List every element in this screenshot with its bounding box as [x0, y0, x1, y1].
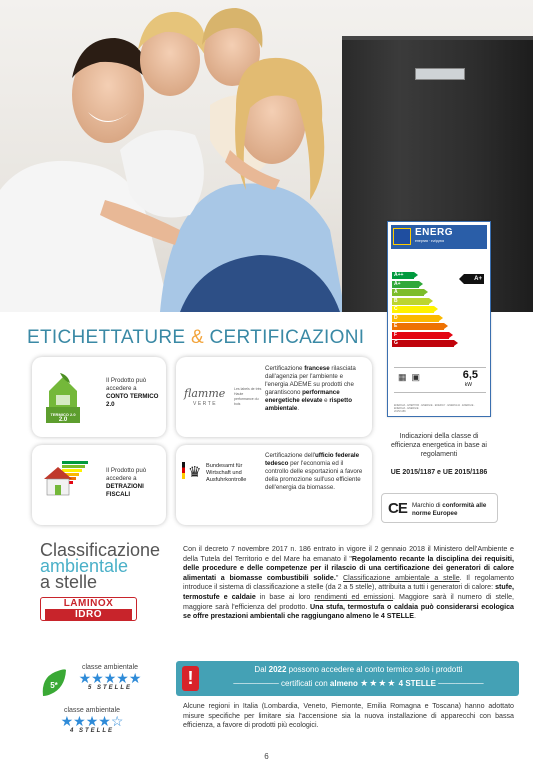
energy-class-letter: G: [394, 340, 398, 346]
leaf-badge-text: 5*: [50, 681, 58, 690]
banner-l2c: 4 STELLE: [398, 679, 436, 688]
energy-class-bar: [392, 315, 439, 322]
four-stars-icon: [50, 714, 134, 728]
title-part2: CERTIFICAZIONI: [203, 327, 365, 348]
card-detrazioni: [32, 445, 166, 525]
p1-e: . Il regolamento introduce il sistema di classificazione a stelle (da 2 a 5 stelle), attribuita a tutti i generatori di calore:: [183, 573, 514, 592]
p1-h: rendimenti ed emissioni: [314, 592, 394, 601]
four-stars-full: ★★★★: [60, 713, 111, 729]
detrazioni-text: [106, 467, 162, 499]
p1-j: Una stufa, termostufa o caldaia può considerarsi ecologica se offre prestazioni ambientali che raggiungano almeno le 4 STELLE: [183, 602, 515, 621]
page-number: 6: [264, 752, 269, 761]
p1-a: Con il decreto 7 novembre 2017 n. 186 entrato in vigore il 2 gennaio 2018 il Ministero dell'Ambiente e della Tutela del Territorio e del Mare ha emanato il ": [183, 545, 514, 563]
cls-line1: Classificazione: [40, 540, 161, 560]
five-star-block: [68, 664, 152, 691]
ce-text-bold: conformità alle norme Europee: [412, 502, 487, 517]
energy-class-bar: [392, 298, 429, 305]
energy-label-caption: Indicazioni della classe di efficienza energetica in base ai regolamenti: [391, 433, 487, 458]
p1-k: .: [414, 612, 416, 621]
banner-l1c: possono accedere al conto termico solo i prodotti: [286, 665, 463, 674]
energy-class-letter: A: [394, 289, 398, 295]
five-star-leaf-icon: [41, 668, 67, 698]
banner-l2b: almeno: [329, 679, 358, 688]
four-star-label: classe ambientale: [63, 707, 121, 714]
warning-icon: !: [182, 666, 199, 691]
energy-class-bar: [392, 272, 414, 279]
energy-class-bar: [392, 289, 424, 296]
heating-icons: ▦▣: [398, 372, 426, 382]
laminox-idro-logo: [40, 597, 137, 621]
p1-d: Classificazione ambientale a stelle: [343, 573, 460, 582]
bund-t2: per l'economia ed il controllo delle esportazioni a favore della promozione sull'uso efficiente dell'energia da biomasse.: [265, 460, 363, 491]
fv-t3b: rispetto ambientale: [265, 397, 353, 412]
five-star-caption: 5 STELLE: [87, 685, 132, 691]
flamme-verte-logo: flamme: [184, 387, 226, 400]
energy-label-regulations: UE 2015/1187 e UE 2015/1186: [390, 469, 488, 476]
five-star-label: classe ambientale: [81, 664, 139, 671]
bund-t1: Certificazione dell': [265, 452, 316, 459]
eu-flag-icon: [393, 228, 411, 245]
flamme-verte-logo-sub: VERTE: [193, 401, 218, 407]
energy-class-bar: [392, 281, 419, 288]
p1-b: Regolamento recante la disciplina dei requisiti, delle procedure e delle competenze per il rilascio di una certificazione dei generatori di calore alimentati a biomasse combustibili solide.: [183, 554, 514, 582]
classificazione-paragraph: [183, 545, 514, 622]
eagle-icon: ♛: [188, 464, 202, 481]
energy-class-letter: F: [394, 331, 398, 338]
ce-text: [412, 502, 496, 518]
banner-l1b: 2022: [268, 665, 287, 674]
energy-label-footer: [394, 404, 486, 413]
energy-label: [387, 221, 491, 417]
conto-termico-text-bold: CONTO TERMICO 2.0: [106, 393, 159, 408]
family-photo: [0, 0, 345, 312]
fv-t2b: performance energetiche elevate: [265, 389, 340, 404]
energy-class-letter: B: [394, 297, 398, 304]
flamme-verte-logo-small: Les labels de très Haute performance du bois: [234, 387, 262, 406]
energy-class-bar: [392, 306, 434, 313]
four-stars-empty: ☆: [110, 713, 124, 729]
power-unit: kW: [464, 382, 472, 388]
fv-t4: .: [297, 405, 300, 412]
conto-termico-text-normal: Il Prodotto può accedere a: [106, 377, 147, 392]
detrazioni-text-bold: DETRAZIONI FISCALI: [106, 483, 144, 498]
ce-logo: CE: [388, 500, 407, 517]
card-conto-termico: [32, 357, 166, 437]
regioni-paragraph: Alcune regioni in Italia (Lombardia, Veneto, Piemonte, Emilia Romagna e Toscana) hanno adottato misure specifiche per limitare sia l'accensione sia la nuova installazione di apparecchi con bassa efficienza, a favore di prodotti più ecologici.: [183, 702, 514, 730]
energy-class-letter: C: [394, 306, 398, 312]
energy-class-bars: [392, 272, 454, 349]
banner-l1a: Dal: [254, 665, 269, 674]
bund-text: [265, 452, 367, 492]
fv-t2: rilasciata dall'agenzia per l'ambiente e l'energia ADEME su prodotti che garantiscono: [265, 365, 356, 396]
card-flamme-verte: [176, 357, 372, 437]
four-star-block: [50, 707, 134, 734]
idro-text: IDRO: [45, 609, 132, 620]
fv-t1: Certificazione: [265, 365, 305, 372]
energy-label-header: [391, 225, 487, 249]
p1-f: stufe, termostufe e caldaie: [183, 583, 514, 601]
energy-rating-arrow: A+: [464, 274, 484, 284]
fv-t1b: francese: [304, 365, 330, 372]
flamme-verte-text: [265, 365, 367, 413]
banner-l2a: certificati con: [280, 679, 330, 688]
power-box: [394, 367, 486, 393]
ce-mark-box: [381, 493, 498, 523]
energy-house-icon: [42, 455, 94, 497]
bund-t1b: ufficio federale tedesco: [265, 452, 360, 467]
conto-termico-text: [106, 377, 162, 409]
energy-footer-text: ENERGIA · ЕНЕРГИЯ · ENERGIE · ENERGY · ENERGIJA · ENERGIE · ENERGIA · ENERGIE: [394, 404, 475, 410]
title-part1: ETICHETTATURE: [27, 327, 191, 348]
stove-control-panel: [415, 68, 465, 80]
energ-text: ENERG: [415, 227, 454, 238]
energy-class-letter: A++: [394, 272, 404, 278]
energy-class-bar: [392, 332, 449, 339]
energ-sub: енергия · ενέργεια: [415, 239, 444, 243]
five-stars-icon: ★★★★★: [78, 670, 142, 686]
bund-logo-text: Bundesamt für Wirtschaft und Ausfuhrkontrolle: [206, 463, 247, 483]
cls-line2: ambientale: [40, 556, 129, 576]
classificazione-title: [40, 542, 160, 590]
title-ampersand: &: [190, 327, 204, 348]
cls-line3: a stelle: [40, 572, 98, 592]
power-value: 6,5: [462, 369, 478, 381]
conto-termico-banner: [176, 661, 519, 696]
p1-c: ": [335, 573, 344, 582]
energy-class-letter: A+: [394, 280, 401, 287]
energy-class-letter: E: [394, 323, 398, 329]
p1-g: in base ai loro: [255, 592, 315, 601]
energy-class-bar: [392, 340, 454, 347]
card-bund: [176, 445, 372, 525]
laminox-text: LAMINOX: [45, 599, 132, 609]
energy-class-letter: D: [394, 314, 398, 321]
banner-line2: ──────── certificati con almeno ★★★★ 4 STELLE ────────: [233, 678, 484, 688]
fv-t3: e: [322, 397, 330, 404]
conto-termico-icon-label: TERMICO 2.0: [50, 412, 76, 417]
banner-stars-icon: ★★★★: [360, 678, 397, 688]
detrazioni-text-normal: Il Prodotto può accedere a: [106, 467, 147, 482]
ce-text-prefix: Marchio di: [412, 502, 443, 509]
german-flag-icon: [182, 462, 185, 479]
energy-footer-code: 2015/1186: [394, 410, 406, 413]
section-title: [27, 327, 364, 349]
p1-i: . Maggiore sarà il numero di stelle, maggiore sarà l'efficienza del prodotto.: [183, 592, 514, 611]
banner-line1: [206, 665, 511, 674]
svg-text:2.0: 2.0: [58, 417, 68, 423]
four-star-caption: 4 STELLE: [69, 728, 114, 734]
energy-class-bar: [392, 323, 444, 330]
